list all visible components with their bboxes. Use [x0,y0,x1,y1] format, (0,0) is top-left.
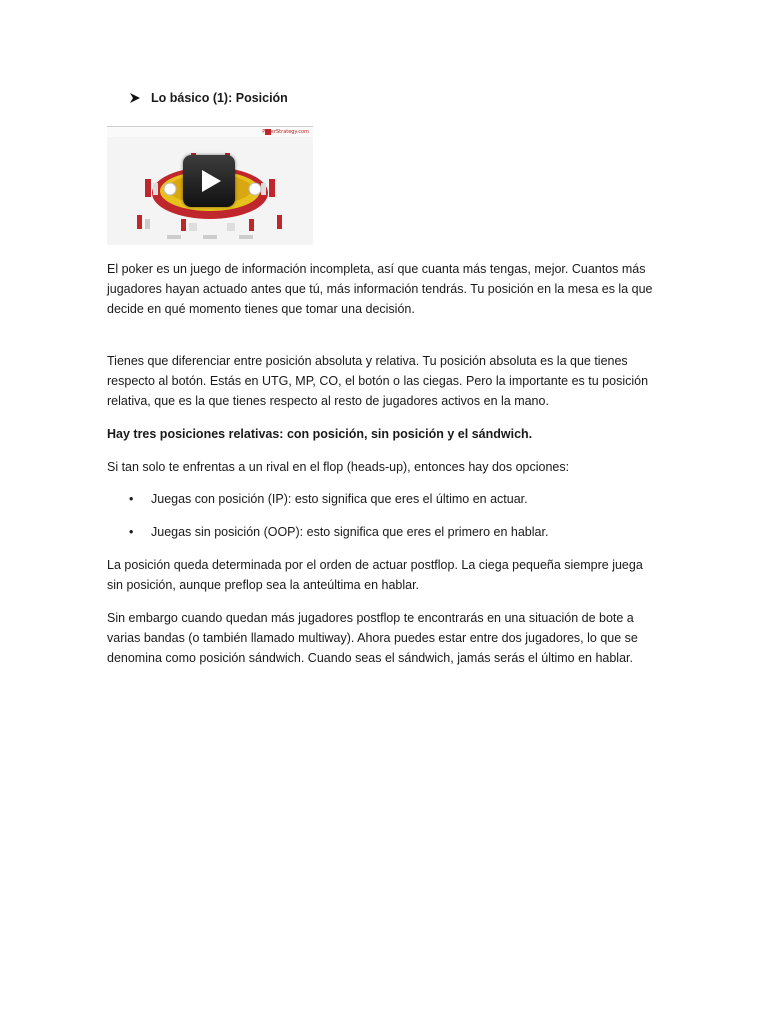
list-item-text: Juegas con posición (IP): esto significa que eres el último en actuar. [151,492,528,506]
paragraph-1: El poker es un juego de información incompleta, así que cuanta más tengas, mejor. Cuantos más jugadores hayan actuado antes que tú, más información tendrás. Tu posición en la mesa es la que decide en qué momento tienes que tomar una decisión. [107,262,653,316]
list-item [129,489,649,509]
paragraph-6: Sin embargo cuando quedan más jugadores postflop te encontrarás en una situación de bote a varias bandas (o también llamado multiway). Ahora puedes estar entre dos jugadores, lo que se denomina como posición sándwich. Cuando seas el sándwich, jamás serás el último en hablar. [107,611,638,665]
paragraph-2: Tienes que diferenciar entre posición absoluta y relativa. Tu posición absoluta es la que tienes respecto al botón. Estás en UTG, MP, CO, el botón o las ciegas. Pero la importante es tu posición relativa, que es la que tienes respecto al resto de jugadores activos en la mano. [107,354,649,408]
bullet-icon: • [129,525,134,539]
paragraph-4: Si tan solo te enfrentas a un rival en el flop (heads-up), entonces hay dos opciones: [107,460,570,474]
video-embed[interactable] [107,126,313,245]
bullet-icon: • [129,492,134,506]
paragraph-5: La posición queda determinada por el orden de actuar postflop. La ciega pequeña siempre juega sin posición, aunque preflop sea la anteúltima en hablar. [107,558,643,592]
paragraph-3: Hay tres posiciones relativas: con posición, sin posición y el sándwich. [107,427,533,441]
video-brand: PokerStrategy.com [262,129,309,135]
section-heading-text: Lo básico (1): Posición [151,91,288,105]
list-item [129,522,649,542]
arrow-bullet-icon [129,92,141,104]
list-item-text: Juegas sin posición (OOP): esto significa que eres el primero en hablar. [151,525,549,539]
play-icon [202,170,221,192]
section-heading [129,91,288,105]
play-button[interactable] [183,155,235,207]
